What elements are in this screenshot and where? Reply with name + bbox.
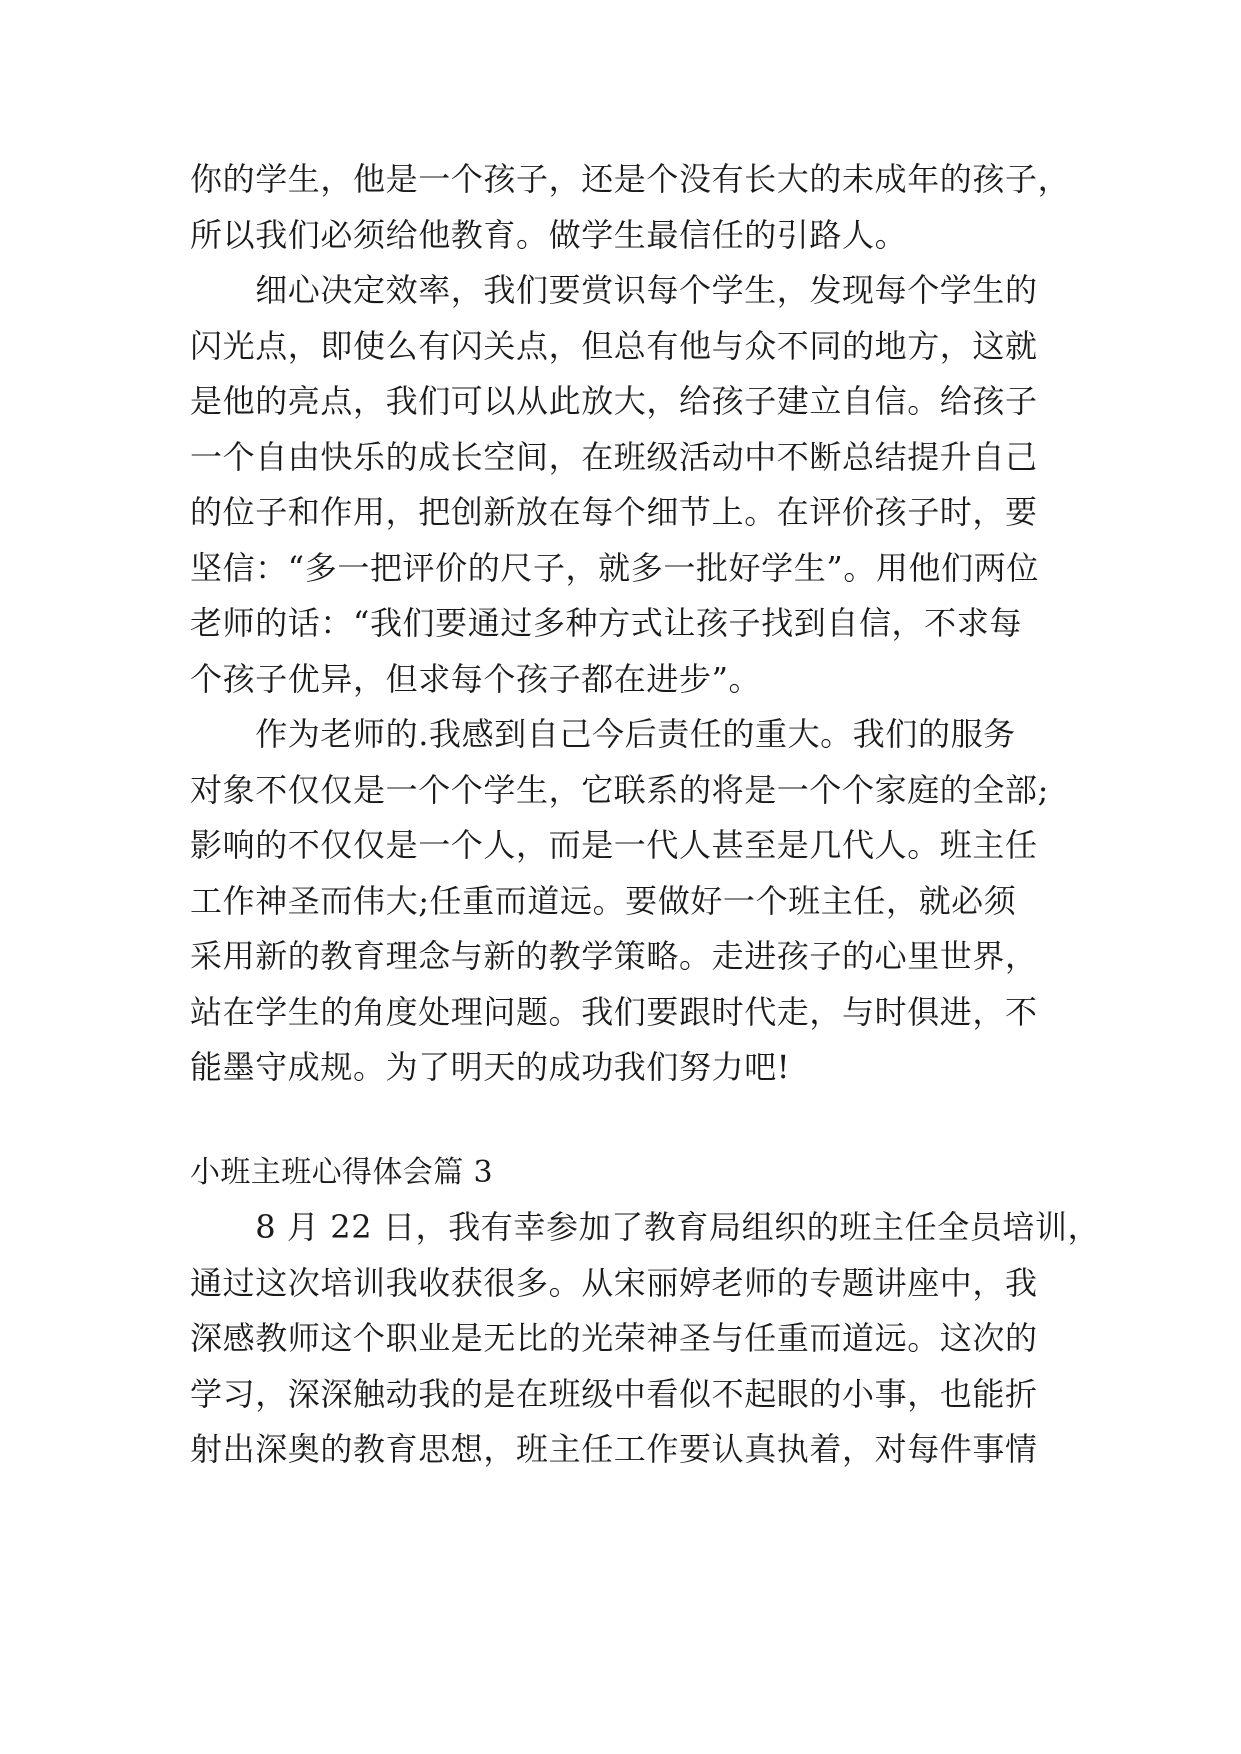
text-line: 个孩子优异，但求每个孩子都在进步”。 xyxy=(190,659,762,698)
text-line: 学习，深深触动我的是在班级中看似不起眼的小事，也能折 xyxy=(190,1374,1038,1413)
text-line: 闪光点，即使么有闪关点，但总有他与众不同的地方，这就 xyxy=(190,326,1038,365)
text-line: 是他的亮点，我们可以从此放大，给孩子建立自信。给孩子 xyxy=(190,382,1038,420)
text-line: 深感教师这个职业是无比的光荣神圣与任重而道远。这次的 xyxy=(190,1319,1038,1357)
text-line: 射出深奥的教育思想，班主任工作要认真执着，对每件事情 xyxy=(190,1430,1038,1468)
text-line: 8 月 22 日，我有幸参加了教育局组织的班主任全员培训， xyxy=(190,1208,1101,1246)
text-line: 你的学生，他是一个孩子，还是个没有长大的未成年的孩子， xyxy=(190,160,1071,198)
text-line: 的位子和作用，把创新放在每个细节上。在评价孩子时，要 xyxy=(190,493,1038,531)
text-line: 工作神圣而伟大;任重而道远。要做好一个班主任，就必须 xyxy=(190,881,1017,920)
document-body xyxy=(190,152,1101,1478)
text-line: 一个自由快乐的成长空间，在班级活动中不断总结提升自己 xyxy=(190,437,1038,476)
text-line: 所以我们必须给他教育。做学生最信任的引路人。 xyxy=(190,215,908,254)
text-line: 影响的不仅仅是一个人，而是一代人甚至是几代人。班主任 xyxy=(190,826,1038,864)
text-line: 采用新的教育理念与新的教学策略。走进孩子的心里世界， xyxy=(190,937,1038,975)
text-line: 能墨守成规。为了明天的成功我们努力吧! xyxy=(190,1048,791,1086)
text-line: 通过这次培训我收获很多。从宋丽婷老师的专题讲座中，我 xyxy=(190,1263,1038,1302)
text-line: 对象不仅仅是一个个学生，它联系的将是一个个家庭的全部; xyxy=(190,770,1049,809)
text-line: 细心决定效率，我们要赏识每个学生，发现每个学生的 xyxy=(190,271,1038,309)
text-line: 站在学生的角度处理问题。我们要跟时代走，与时俱进，不 xyxy=(190,992,1038,1031)
text-line: 作为老师的.我感到自己今后责任的重大。我们的服务 xyxy=(190,715,1016,753)
section-heading: 小班主班心得体会篇 3 xyxy=(190,1154,494,1190)
text-line: 坚信：“多一把评价的尺子，就多一批好学生”。用他们两位 xyxy=(190,548,1039,587)
text-line: 老师的话：“我们要通过多种方式让孩子找到自信，不求每 xyxy=(190,604,1022,642)
section-spacer xyxy=(190,1096,1070,1145)
